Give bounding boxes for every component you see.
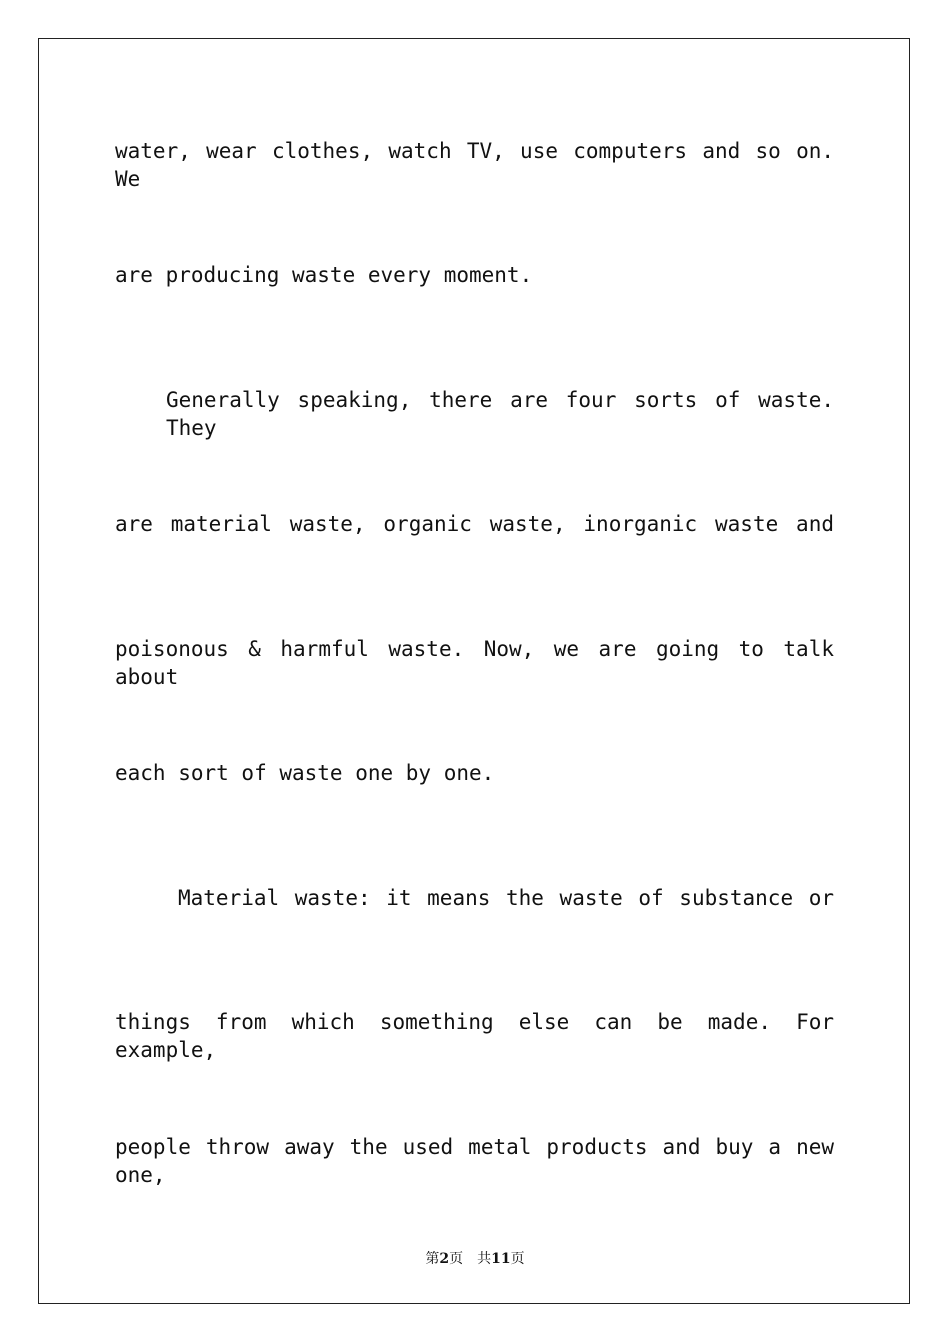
text-line-8: things from which something else can be made. For example, (115, 1010, 834, 1062)
footer-page-number: 2 (439, 1251, 450, 1267)
text-line-9: people throw away the used metal products and buy a new one, (115, 1135, 834, 1187)
text-line-7: Material waste: it means the waste of substance or (178, 886, 834, 910)
footer-total-suffix: 页 (510, 1251, 525, 1267)
text-line-4: are material waste, organic waste, inorganic waste and (115, 512, 834, 536)
text-line-6: each sort of waste one by one. (115, 761, 495, 785)
text-line-3: Generally speaking, there are four sorts of waste. They (166, 388, 834, 440)
footer-page-suffix: 页 (449, 1251, 464, 1267)
footer-total-number: 11 (491, 1251, 511, 1267)
page-footer (0, 1248, 950, 1268)
text-line-1: water, wear clothes, watch TV, use computers and so on. We (115, 139, 834, 191)
text-line-5: poisonous & harmful waste. Now, we are going to talk about (115, 637, 834, 689)
footer-total-prefix: 共 (477, 1251, 492, 1267)
text-line-2: are producing waste every moment. (115, 263, 533, 287)
footer-page-prefix: 第 (425, 1251, 440, 1267)
